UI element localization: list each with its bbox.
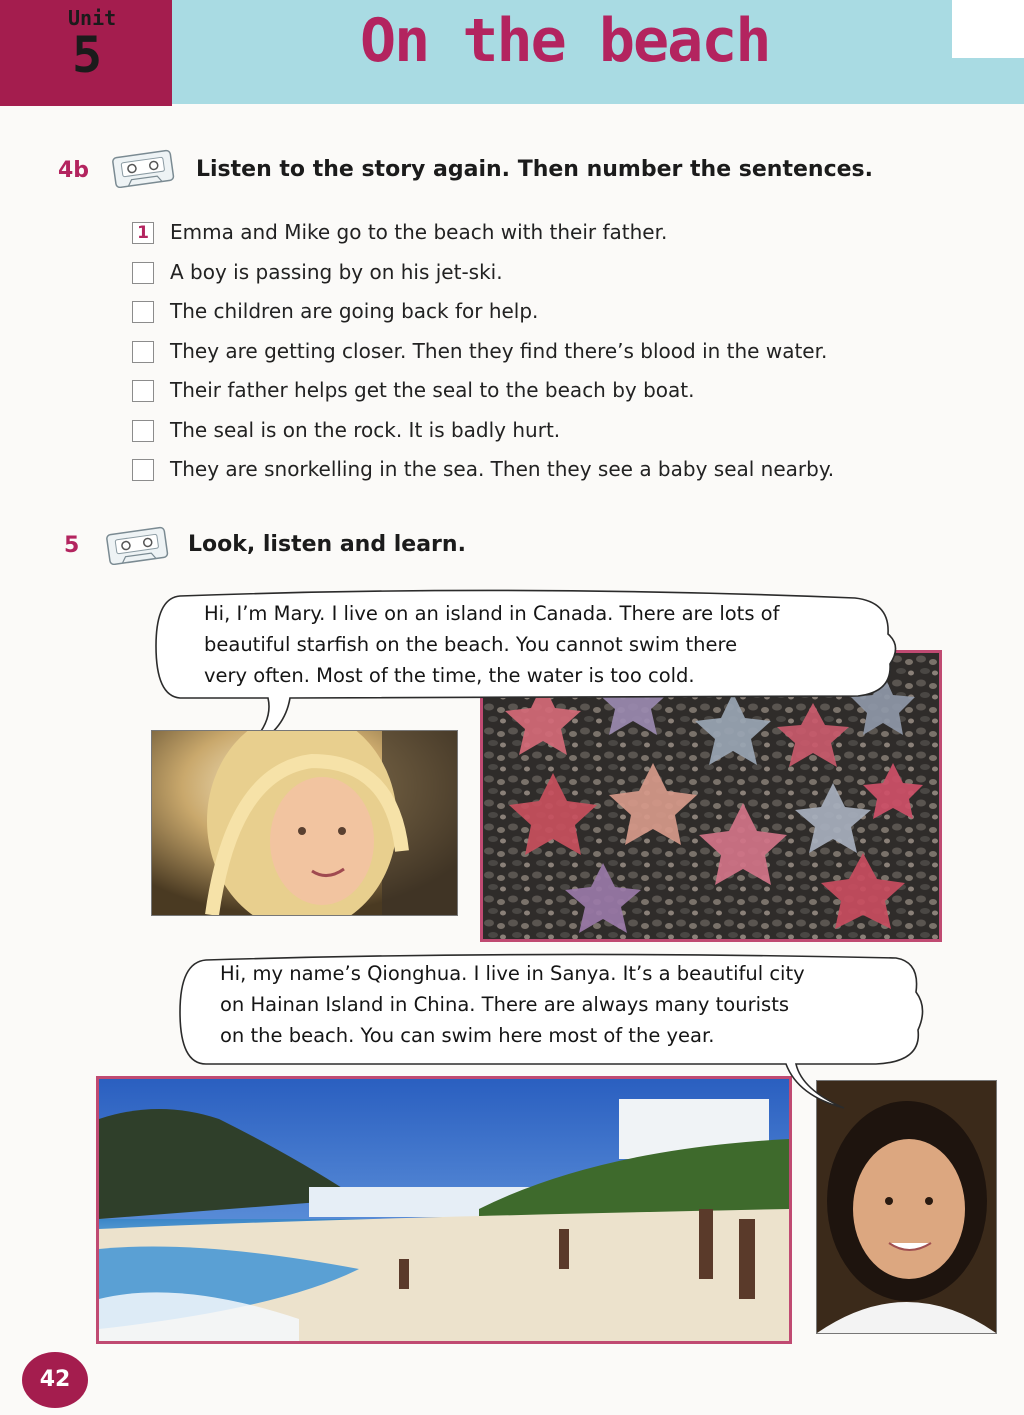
exercise-4b-number: 4b	[58, 158, 90, 183]
speech-bubble-qionghua	[176, 950, 936, 1125]
bubble-line: Hi, my name’s Qionghua. I live in Sanya. It’s a beautiful city	[220, 962, 805, 985]
bubble-line: on Hainan Island in China. There are always many tourists	[220, 993, 789, 1016]
sentence-text: Their father helps get the seal to the beach by boat.	[170, 378, 695, 402]
sentence-text: The seal is on the rock. It is badly hurt.	[170, 418, 561, 442]
exercise-4b-instruction: Listen to the story again. Then number the sentences.	[196, 157, 873, 182]
page-number: 42	[22, 1352, 88, 1408]
answer-box[interactable]	[132, 341, 154, 363]
bubble-line: on the beach. You can swim here most of the year.	[220, 1024, 715, 1047]
answer-box[interactable]: 1	[132, 222, 154, 244]
unit-label: Unit	[68, 6, 117, 30]
sentence-text: They are snorkelling in the sea. Then they see a baby seal nearby.	[170, 457, 835, 481]
corner-blank	[952, 0, 1024, 58]
sentence-text: The children are going back for help.	[170, 299, 539, 323]
answer-box[interactable]	[132, 420, 154, 442]
bubble-line: very often. Most of the time, the water is too cold.	[204, 664, 695, 687]
cassette-icon	[104, 525, 170, 569]
mary-photo	[151, 730, 458, 916]
bubble-line: Hi, I’m Mary. I live on an island in Canada. There are lots of	[204, 602, 780, 625]
exercise-5-number: 5	[64, 533, 80, 558]
answer-box[interactable]	[132, 262, 154, 284]
sentence-text: Emma and Mike go to the beach with their father.	[170, 220, 668, 244]
cassette-icon	[110, 148, 176, 192]
answer-box[interactable]	[132, 380, 154, 402]
page-title: On the beach	[360, 6, 770, 76]
sentence-text: They are getting closer. Then they find there’s blood in the water.	[170, 339, 828, 363]
unit-number: 5	[72, 26, 103, 84]
exercise-5-instruction: Look, listen and learn.	[188, 532, 466, 557]
answer-box[interactable]	[132, 301, 154, 323]
sentence-text: A boy is passing by on his jet-ski.	[170, 260, 503, 284]
bubble-line: beautiful starfish on the beach. You cannot swim there	[204, 633, 738, 656]
answer-box[interactable]	[132, 459, 154, 481]
